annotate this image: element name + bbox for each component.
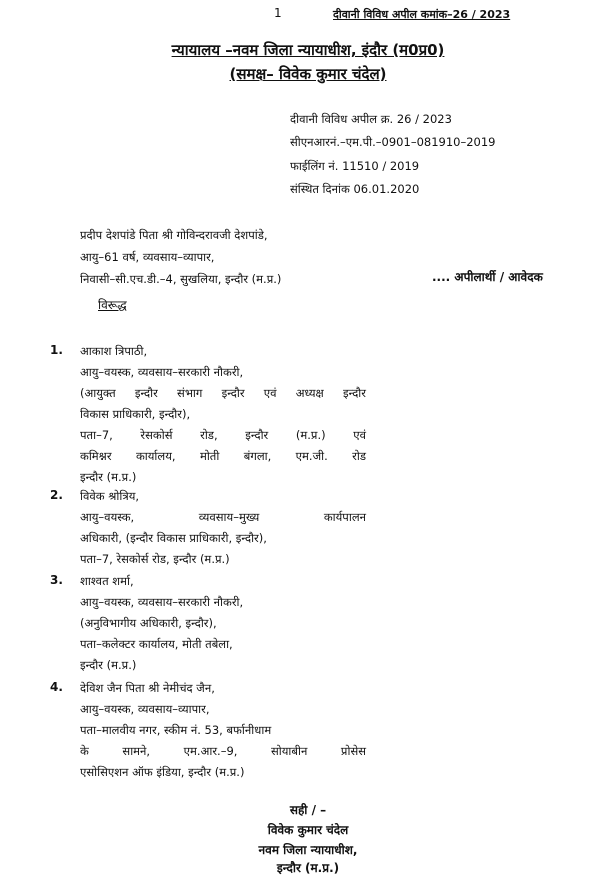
- respondent-line: देविश जैन पिता श्री नेमीचंद जैन,: [80, 681, 215, 695]
- appellant-name: प्रदीप देशपांडे पिता श्री गोविन्दरावजी देशपांडे,: [80, 228, 268, 242]
- respondent-block: [80, 486, 366, 570]
- respondent-line: के सामने, एम.आर.–9, सोयाबीन प्रोसेस: [80, 744, 366, 758]
- respondent-block: [80, 571, 366, 676]
- respondent-line: (अनुविभागीय अधिकारी, इन्दौर),: [80, 616, 217, 630]
- page-number: 1: [274, 6, 282, 20]
- respondent-line: इन्दौर (म.प्र.): [80, 470, 137, 484]
- respondent-number: 2.: [50, 488, 63, 502]
- appeal-number: दीवानी विविध अपील क्र. 26 / 2023: [290, 112, 452, 126]
- respondent-line: पता–7, रेसकोर्स रोड, इन्दौर (म.प्र.) एवं: [80, 428, 366, 442]
- respondent-line: आयु–वयस्क, व्यवसाय–मुख्य कार्यपालन: [80, 510, 366, 524]
- respondent-line: आयु–वयस्क, व्यवसाय–सरकारी नौकरी,: [80, 595, 244, 609]
- respondent-line: इन्दौर (म.प्र.): [80, 658, 137, 672]
- respondent-line: कमिश्नर कार्यालय, मोती बंगला, एम.जी. रोड: [80, 449, 366, 463]
- respondent-line: (आयुक्त इन्दौर संभाग इन्दौर एवं अध्यक्ष इन्दौर: [80, 386, 366, 400]
- appellant-age-occupation: आयु–61 वर्ष, व्यवसाय–व्यापार,: [80, 250, 215, 264]
- appellant-role: .... अपीलार्थी / आवेदक: [432, 270, 543, 284]
- respondent-line: अधिकारी, (इन्दौर विकास प्राधिकारी, इन्दौर),: [80, 531, 267, 545]
- signature-mark: सही / –: [289, 803, 327, 817]
- respondent-block: [80, 678, 366, 783]
- respondent-number: 1.: [50, 343, 63, 357]
- header-case-reference: दीवानी विविध अपील कमांक–26 / 2023: [333, 8, 511, 21]
- signatory-place: इन्दौर (म.प्र.): [276, 861, 340, 875]
- court-name: न्यायालय –नवम जिला न्यायाधीश, इंदौर (म0प्र0): [171, 41, 445, 59]
- respondent-block: [80, 341, 366, 488]
- versus-heading: विरूद्ध: [98, 298, 127, 312]
- institution-date: संस्थित दिनांक 06.01.2020: [290, 182, 420, 196]
- respondent-line: विकास प्राधिकारी, इन्दौर),: [80, 407, 191, 421]
- signatory-designation: नवम जिला न्यायाधीश,: [258, 843, 358, 857]
- respondent-line: शाश्वत शर्मा,: [80, 574, 134, 588]
- respondent-line: आकाश त्रिपाठी,: [80, 344, 148, 358]
- respondent-line: पता–7, रेसकोर्स रोड, इन्दौर (म.प्र.): [80, 552, 230, 566]
- respondent-line: विवेक श्रोत्रिय,: [80, 489, 140, 503]
- respondent-line: पता–मालवीय नगर, स्कीम नं. 53, बर्फानीधाम: [80, 723, 272, 737]
- respondent-line: आयु–वयस्क, व्यवसाय–व्यापार,: [80, 702, 210, 716]
- respondent-line: आयु–वयस्क, व्यवसाय–सरकारी नौकरी,: [80, 365, 244, 379]
- cnr-number: सीएनआरनं.–एम.पी.–0901–081910–2019: [290, 135, 496, 149]
- signatory-name: विवेक कुमार चंदेल: [267, 823, 349, 837]
- filing-number: फाईलिंग नं. 11510 / 2019: [290, 159, 420, 173]
- respondent-number: 3.: [50, 573, 63, 587]
- presiding-judge: (समक्ष– विवेक कुमार चंदेल): [229, 65, 387, 83]
- respondent-line: पता–कलेक्टर कार्यालय, मोती तबेला,: [80, 637, 233, 651]
- appellant-address: निवासी–सी.एच.डी.–4, सुखलिया, इन्दौर (म.प्र.): [80, 272, 282, 286]
- respondent-number: 4.: [50, 680, 63, 694]
- respondent-line: एसोसिएशन ऑफ इंडिया, इन्दौर (म.प्र.): [80, 765, 245, 779]
